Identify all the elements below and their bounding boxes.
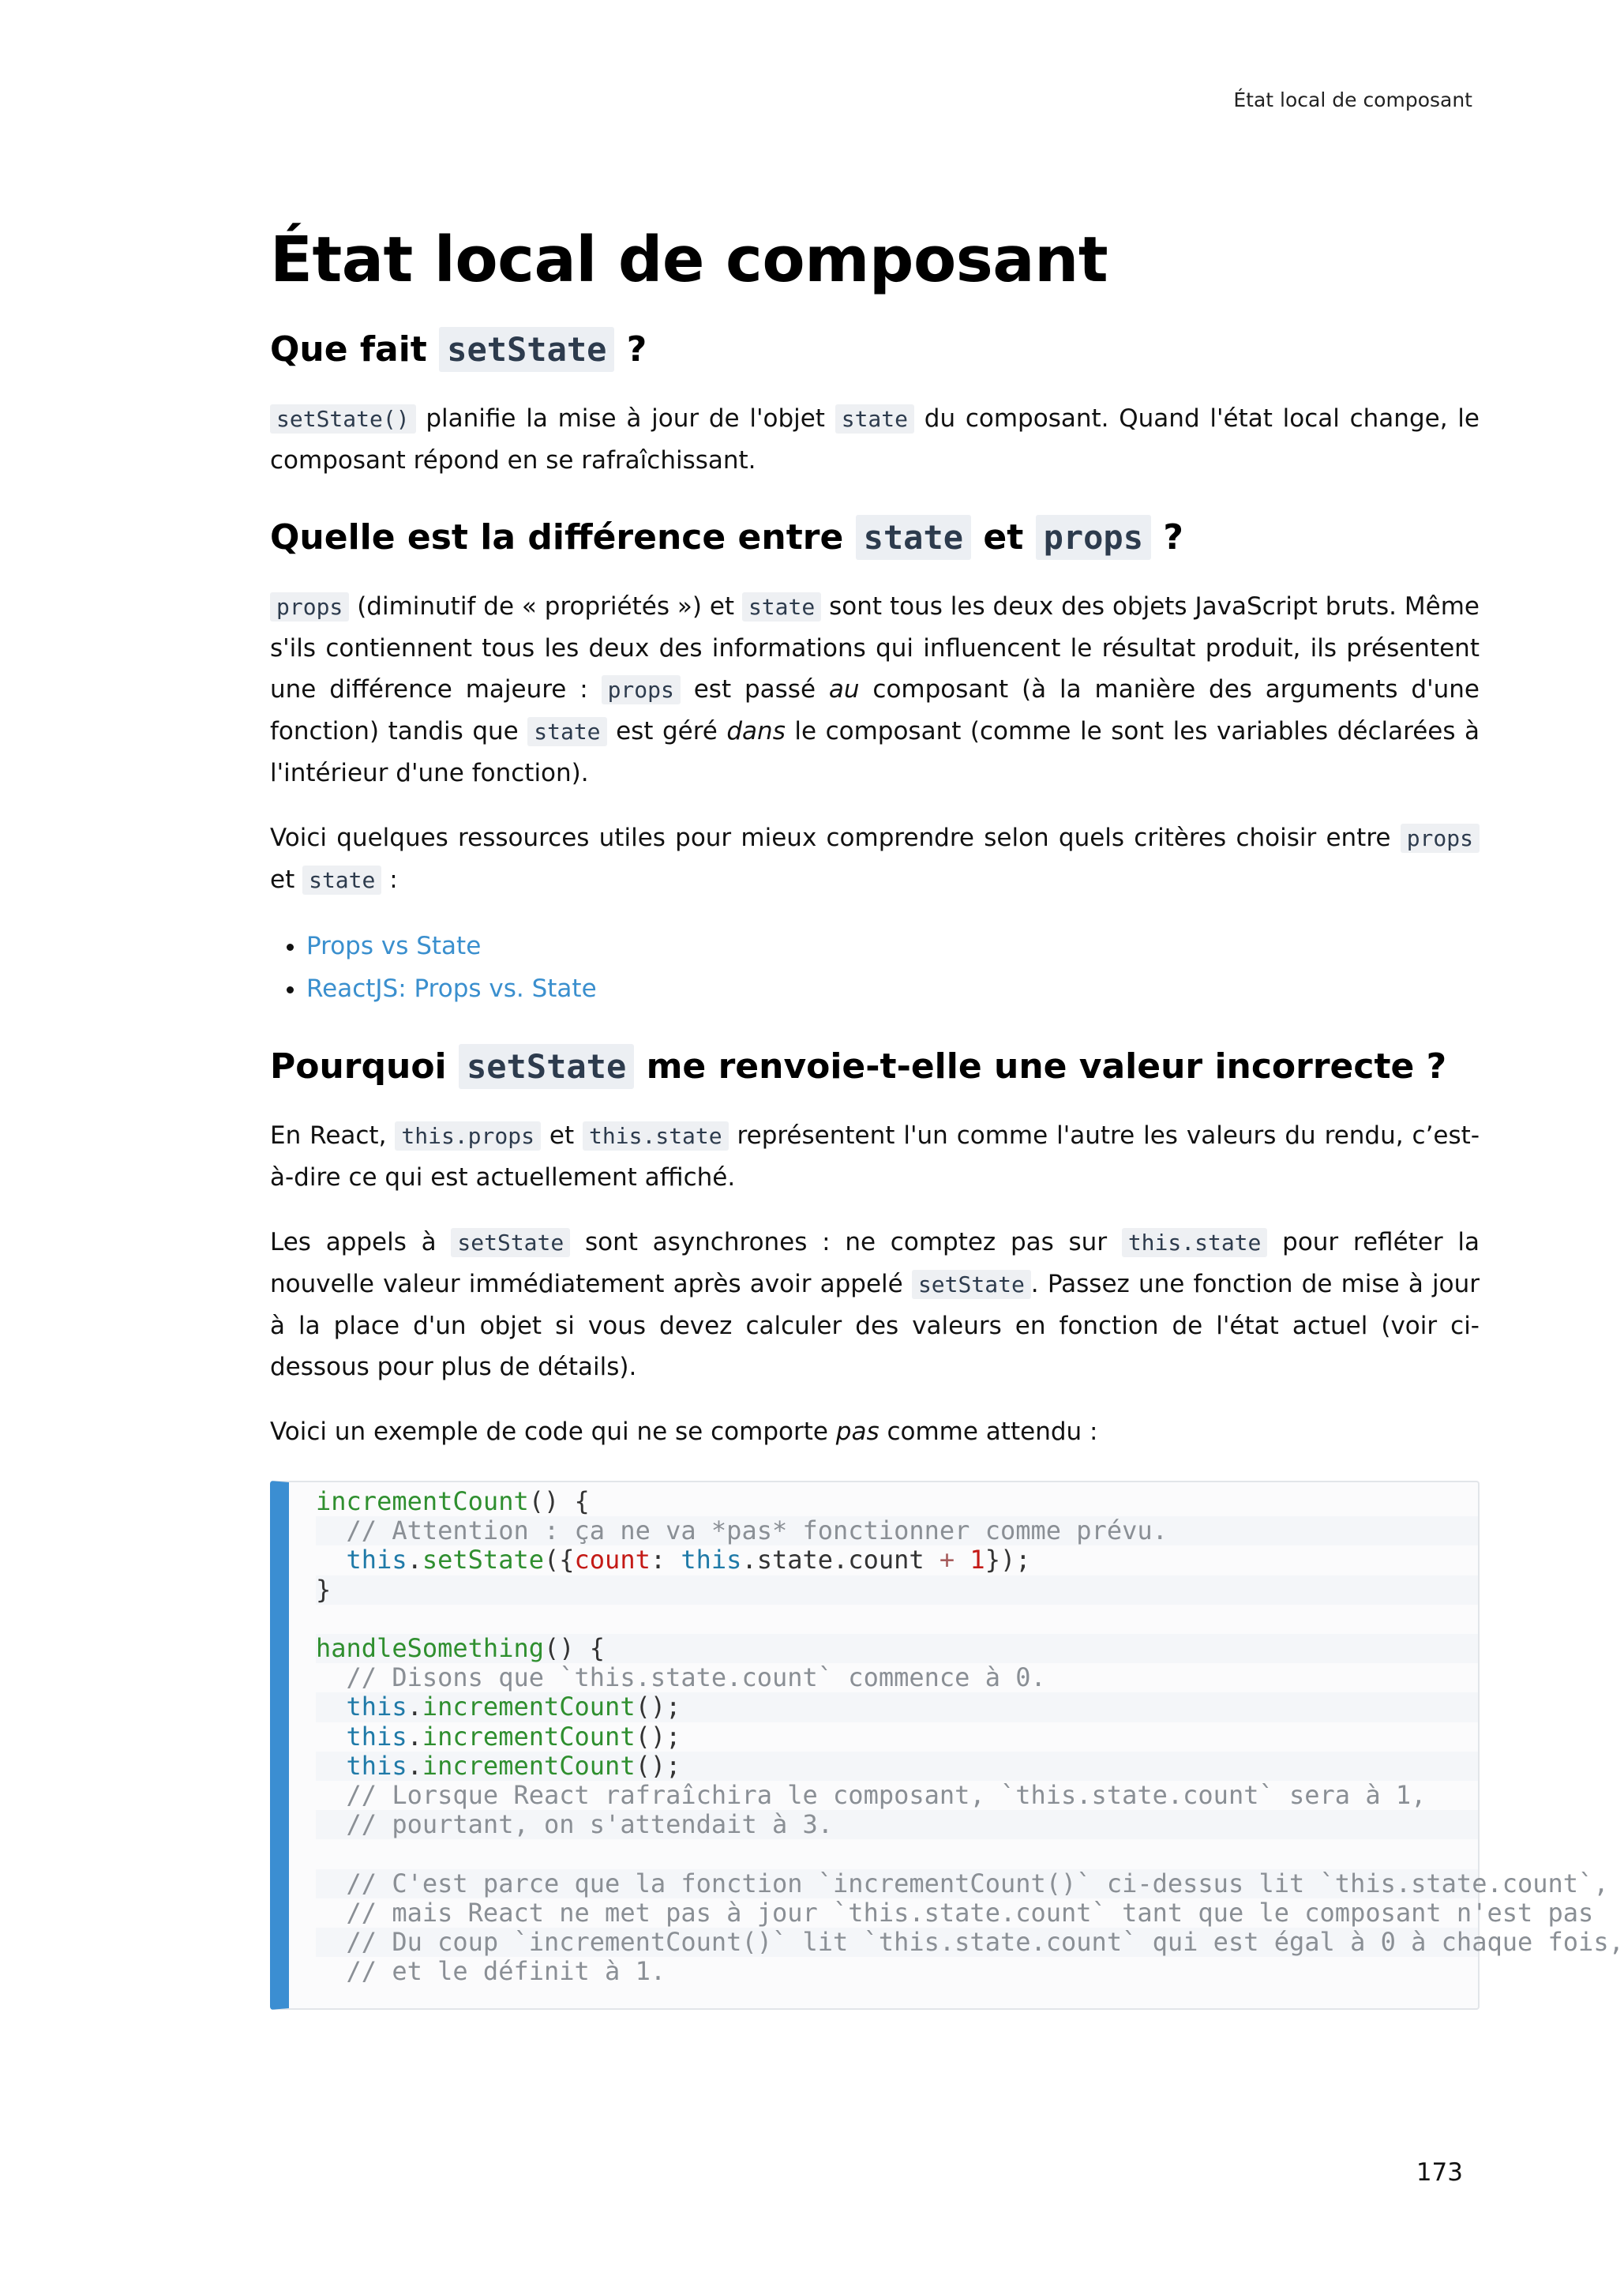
section-heading-state-vs-props: Quelle est la différence entre state et props ?	[270, 516, 1480, 559]
page-number: 173	[1416, 2158, 1463, 2187]
code-line: // pourtant, on s'attendait à 3.	[316, 1810, 1478, 1839]
inline-code: props	[270, 592, 349, 622]
running-header: État local de composant	[1233, 88, 1472, 111]
section-heading-incorrect-value: Pourquoi setState me renvoie-t-elle une valeur incorrecte ?	[270, 1045, 1480, 1088]
code-line: // Disons que `this.state.count` commence à 0.	[316, 1662, 1046, 1693]
code-line: this.incrementCount();	[346, 1721, 681, 1752]
inline-code: props	[602, 675, 681, 704]
code-line: // mais React ne met pas à jour `this.state.count` tant que le composant n'est pas	[316, 1897, 1594, 1928]
inline-code: state	[302, 866, 381, 895]
link-props-vs-state[interactable]: Props vs State	[306, 931, 482, 960]
resource-links	[270, 925, 1480, 1010]
code-line	[316, 1839, 1478, 1868]
code-block	[270, 1481, 1624, 2010]
code-line: }	[316, 1575, 1478, 1605]
page-title: État local de composant	[270, 223, 1108, 296]
code-line: this.incrementCount();	[316, 1752, 1478, 1781]
code-line: // Attention : ça ne va *pas* fonctionner comme prévu.	[316, 1516, 1478, 1545]
paragraph: Les appels à setState sont asynchrones : ne comptez pas sur this.state pour refléter la nouvelle valeur immédiatement après avoir appelé setState . Passez une fonction de mise à jour à la place d'un objet si vous devez calculer des valeurs en fonction de l'état actuel (voir ci-dessous pour plus de détails).	[270, 1227, 1480, 1381]
paragraph: setState() planifie la mise à jour de l'objet state du composant. Quand l'état local change, le composant répond en se rafraîchissant.	[270, 404, 1480, 475]
inline-code: this.state	[1122, 1228, 1268, 1257]
inline-code: this.props	[395, 1121, 541, 1151]
code-line: this.setState({count: this.state.count + 1});	[346, 1545, 1031, 1575]
code-line: // Lorsque React rafraîchira le composant, `this.state.count` sera à 1,	[316, 1779, 1427, 1810]
code-line: this.incrementCount();	[316, 1692, 1478, 1722]
inline-code: state	[742, 592, 821, 622]
inline-code: setState	[459, 1044, 634, 1089]
code-line: // et le définit à 1.	[316, 1956, 666, 1987]
code-line: incrementCount() {	[316, 1485, 590, 1516]
inline-code: setState	[912, 1270, 1031, 1299]
inline-code: props	[1401, 824, 1480, 853]
paragraph: En React, this.props et this.state représentent l'un comme l'autre les valeurs du rendu, c’est-à-dire ce qui est actuellement affiché.	[270, 1121, 1480, 1192]
code-line	[316, 1605, 1478, 1634]
list-item	[306, 967, 1480, 1010]
code-line: // C'est parce que la fonction `incrementCount()` ci-dessus lit `this.state.count`,	[316, 1868, 1609, 1898]
inline-code: this.state	[583, 1121, 729, 1151]
code-line: handleSomething() {	[316, 1634, 1478, 1663]
paragraph: Voici un exemple de code qui ne se comporte pas comme attendu :	[270, 1417, 1098, 1446]
inline-code: props	[1036, 515, 1151, 560]
inline-code: setState()	[270, 404, 416, 434]
page-content	[270, 223, 1624, 2010]
inline-code: setState	[439, 327, 614, 372]
code-line: // Du coup `incrementCount()` lit `this.state.count` qui est égal à 0 à chaque fois,	[316, 1926, 1624, 1957]
link-reactjs-props-vs-state[interactable]: ReactJS: Props vs. State	[306, 974, 597, 1003]
inline-code: state	[856, 515, 971, 560]
code-listing	[289, 1482, 1624, 1987]
section-heading-setstate: Que fait setState ?	[270, 328, 1480, 371]
paragraph: Voici quelques ressources utiles pour mieux comprendre selon quels critères choisir entre props et state :	[270, 817, 1480, 901]
list-item	[306, 925, 1480, 967]
inline-code: setState	[451, 1228, 570, 1257]
inline-code: state	[527, 717, 606, 746]
inline-code: state	[835, 404, 914, 434]
paragraph: props (diminutif de « propriétés ») et state sont tous les deux des objets JavaScript bruts. Même s'ils contiennent tous les deux des informations qui influencent le résultat produit, ils présentent une différence majeure : props est passé au composant (à la manière des arguments d'une fonction) tandis que state est géré dans le composant (comme le sont les variables déclarées à l'intérieur d'une fonction).	[270, 591, 1480, 787]
